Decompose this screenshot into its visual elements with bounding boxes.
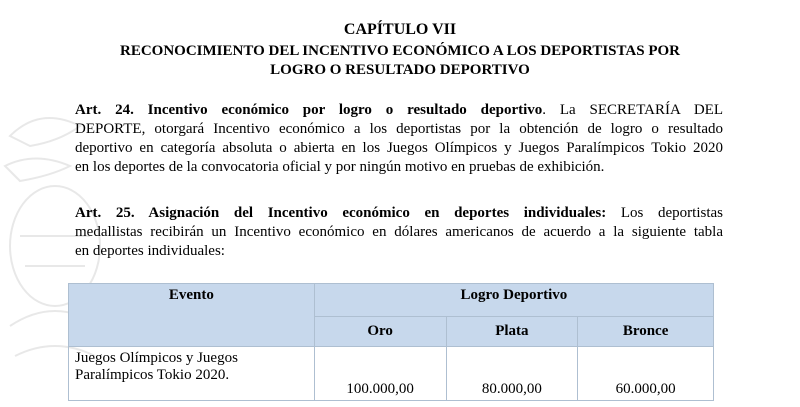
art24-line1-rest: . La SECRETARÍA DEL xyxy=(542,102,723,118)
column-header-silver: Plata xyxy=(446,317,578,347)
chapter-title-line-2: LOGRO O RESULTADO DEPORTIVO xyxy=(270,62,530,78)
silver-value: 80.000,00 xyxy=(446,347,578,401)
bronze-value: 60.000,00 xyxy=(578,347,714,401)
table-row xyxy=(69,347,714,401)
art25-heading: Art. 25. Asignación del Incentivo económico en deportes individuales: xyxy=(75,205,607,221)
art25-line-2: medallistas recibirán un Incentivo económico en dólares americanos de acuerdo a la siguiente tabla xyxy=(75,224,723,240)
event-line-1: Juegos Olímpicos y Juegos xyxy=(75,350,238,366)
art24-line-4: en los deportes de la convocatoria oficial y por ningún motivo en pruebas de exhibición. xyxy=(75,159,605,175)
column-header-group: Logro Deportivo xyxy=(314,284,713,317)
art24-line-1 xyxy=(75,101,723,120)
art24-line-2: DEPORTE, otorgará Incentivo económico a los deportistas por la obtención de logro o resultado xyxy=(75,121,723,137)
chapter-number: CAPÍTULO VII xyxy=(343,21,457,38)
art25-line1-rest: Los deportistas xyxy=(606,205,723,221)
article-25 xyxy=(75,204,723,261)
art25-line-1 xyxy=(75,204,723,223)
art24-line-3: deportivo en categoría absoluta o abierta en los Juegos Olímpicos y Juegos Paralímpicos Tokio 2020 xyxy=(75,140,723,156)
art25-line-3: en deportes individuales: xyxy=(75,243,225,259)
chapter-title-line-1: RECONOCIMIENTO DEL INCENTIVO ECONÓMICO A LOS DEPORTISTAS POR xyxy=(120,43,680,59)
column-header-gold: Oro xyxy=(314,317,446,347)
event-cell xyxy=(69,347,315,401)
chapter-title xyxy=(90,42,710,80)
gold-value: 100.000,00 xyxy=(314,347,446,401)
article-24 xyxy=(75,101,723,177)
art24-heading: Art. 24. Incentivo económico por logro o resultado deportivo xyxy=(75,102,543,118)
event-line-2: Paralímpicos Tokio 2020. xyxy=(75,367,230,383)
column-header-bronze: Bronce xyxy=(578,317,714,347)
column-header-event: Evento xyxy=(69,284,315,347)
incentive-table xyxy=(68,283,714,401)
